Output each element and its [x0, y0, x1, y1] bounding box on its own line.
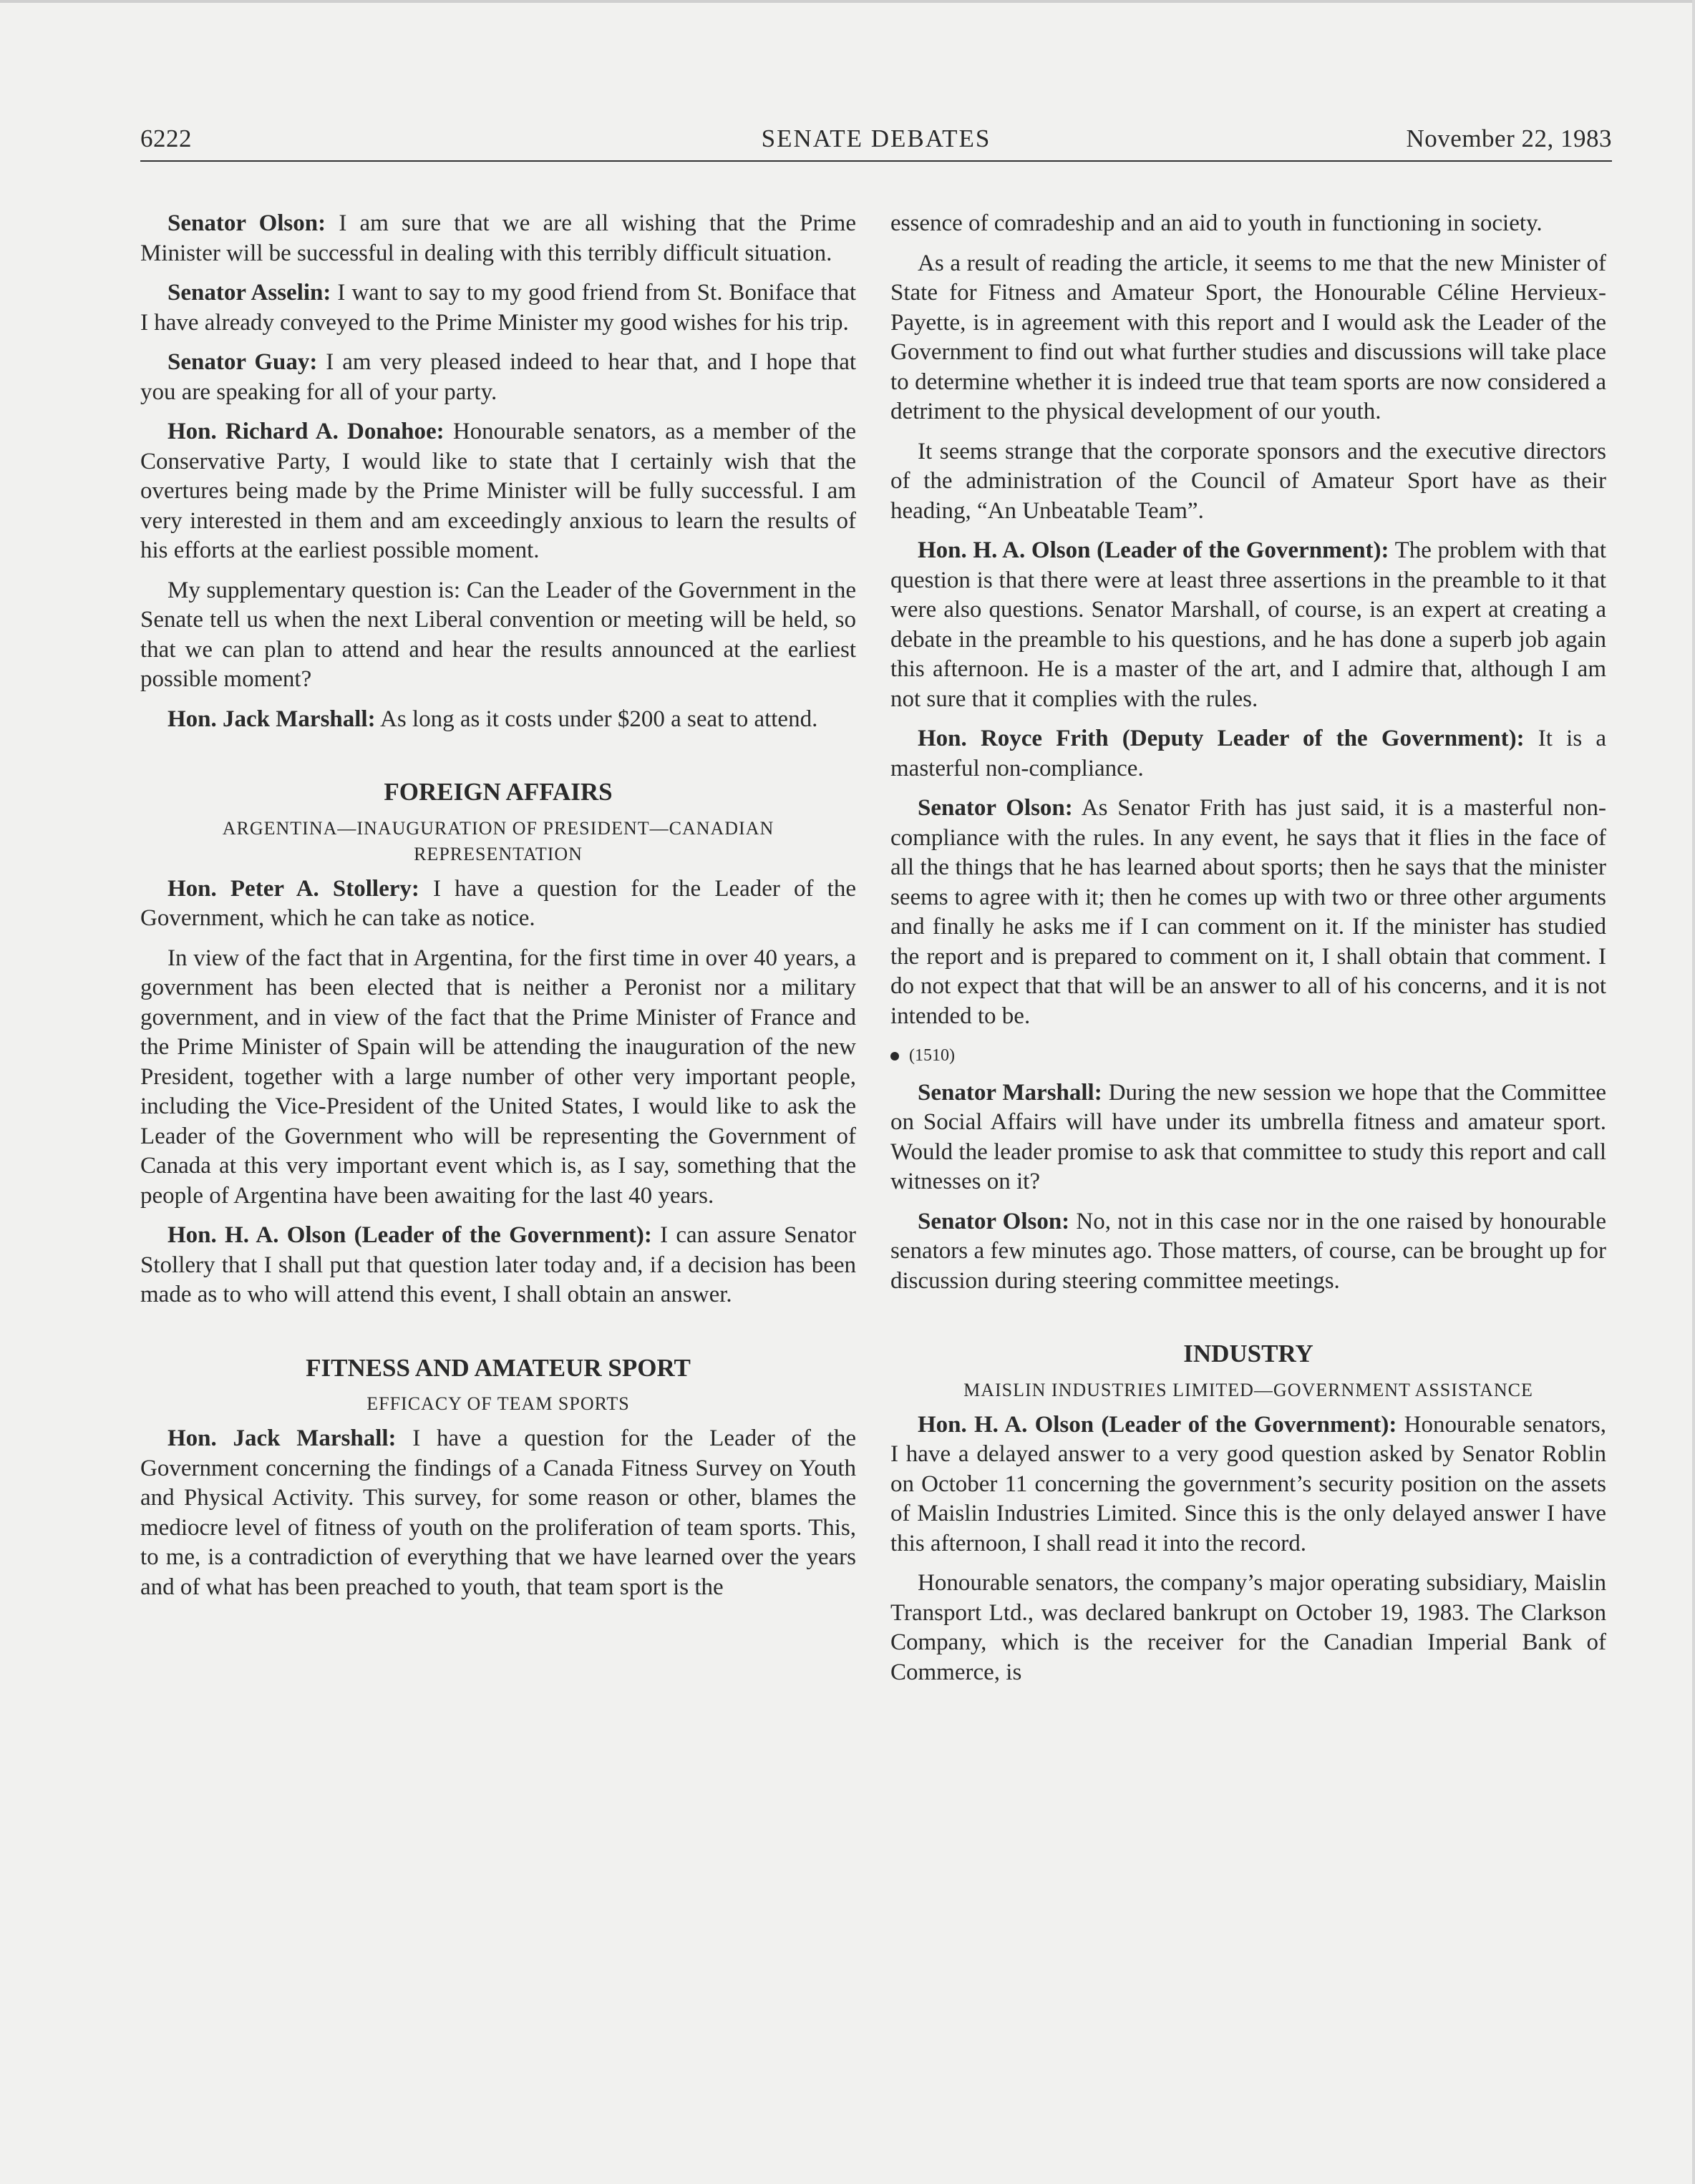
speaker-name: Hon. Jack Marshall:: [167, 706, 376, 732]
speaker-name: Senator Guay:: [167, 349, 318, 375]
publication-title: SENATE DEBATES: [761, 125, 991, 152]
section-subheading: EFFICACY OF TEAM SPORTS: [366, 1393, 630, 1414]
page-top-edge: [0, 0, 1695, 3]
speech-text: As long as it costs under $200 a seat to attend.: [375, 706, 818, 732]
speaker-name: Senator Marshall:: [918, 1079, 1102, 1106]
speech-text: As Senator Frith has just said, it is a masterful non-compliance with the rules. In any event, he says that it flies in the face of all the things that he has learned about sports; then he says that the minister seems to agree with it; then he comes up with two or three other arguments and finally he asks me if I can comment on it. If the minister has studied the report and is prepared to comment on it, I shall obtain that comment. I do not expect that that will be an answer to all of his concerns, and it is not intended to be.: [890, 795, 1606, 1029]
speech-text: I have a question for the Leader of the Government, which he can take as notice.: [140, 875, 856, 931]
paragraph: [140, 417, 856, 566]
speech-text: No, not in this case nor in the one raised by honourable senators a few minutes ago. Those matters, of course, can be brought up for discussion during steering committee meetings.: [890, 1208, 1606, 1294]
speech-text: It is a masterful non-compliance.: [890, 726, 1606, 781]
paragraph: [140, 705, 856, 735]
paragraph: It seems strange that the corporate sponsors and the executive directors of the administration of the Council of Amateur Sport have as their heading, “An Unbeatable Team”.: [890, 438, 1606, 524]
speaker-name: Senator Asselin:: [167, 280, 331, 306]
time-marker-text: (1510): [909, 1046, 955, 1065]
speaker-name: Hon. H. A. Olson (Leader of the Government):: [918, 537, 1389, 563]
page-right-edge: [1692, 0, 1695, 2184]
left-column: [140, 209, 856, 1612]
page-number: 6222: [140, 125, 192, 152]
section-subheading: ARGENTINA—INAUGURATION OF PRESIDENT—CANADIAN REPRESENTATION: [222, 817, 774, 864]
right-column: [890, 209, 1606, 1697]
paragraph: [140, 874, 856, 934]
speech-text: The problem with that question is that there were at least three assertions in the preamble to it that were also questions. Senator Marshall, of course, is an expert at creating a debate in the preamble to his questions, and he has done a superb job again this afternoon. He is a master of the art, and I admire that, although I am not sure that it complies with the rules.: [890, 537, 1606, 712]
bullet-icon: [890, 1052, 899, 1061]
paragraph: [890, 724, 1606, 784]
speaker-name: Hon. Jack Marshall:: [167, 1425, 397, 1451]
paragraph: [890, 536, 1606, 714]
header-rule: [140, 160, 1612, 162]
section-heading: FOREIGN AFFAIRS: [384, 778, 613, 806]
paragraph: [140, 1424, 856, 1602]
speaker-name: Hon. Royce Frith (Deputy Leader of the Government):: [918, 726, 1525, 751]
speaker-name: Senator Olson:: [167, 210, 326, 236]
time-marker: [890, 1041, 1606, 1071]
speaker-name: Hon. Peter A. Stollery:: [167, 875, 419, 902]
paragraph: essence of comradeship and an aid to youth in functioning in society.: [890, 210, 1543, 236]
paragraph: [140, 348, 856, 407]
speaker-name: Senator Olson:: [918, 795, 1073, 821]
page-header: [140, 125, 1612, 160]
paragraph: In view of the fact that in Argentina, for the first time in over 40 years, a government has been elected that is neither a Peronist nor a military government, and in view of the fact that the Prime Minister of France and the Prime Minister of Spain will be attending the inauguration of the new President, together with a large number of other very important people, including the Vice-President of the United States, I would like to ask the Leader of the Government who will be representing the Government of Canada at this very important event which is, as I say, something that the people of Argentina have been awaiting for the last 40 years.: [140, 945, 856, 1209]
speech-text: I am very pleased indeed to hear that, and I hope that you are speaking for all of your party.: [140, 349, 857, 405]
speech-text: Honourable senators, I have a delayed answer to a very good question asked by Senator Roblin on October 11 concerning the government’s security position on the assets of Maislin Industries Limited. Since this is the only delayed answer I have this afternoon, I shall read it into the record.: [890, 1411, 1606, 1556]
paragraph: [140, 1221, 856, 1310]
speech-text: I have a question for the Leader of the Government concerning the findings of a Canada Fitness Survey on Youth and Physical Activity. This survey, for some reason or other, blames the mediocre level of fitness of youth on the proliferation of team sports. This, to me, is a contradiction of everything that we have learned over the years and of what has been preached to youth, that team sport is the: [140, 1425, 856, 1600]
speech-text: Honourable senators, as a member of the Conservative Party, I would like to state that I certainly wish that the overtures being made by the Prime Minister will be fully successful. I am very interested in them and am exceedingly anxious to learn the results of his efforts at the earliest possible moment.: [140, 419, 856, 563]
section-heading: INDUSTRY: [1183, 1340, 1313, 1368]
paragraph: As a result of reading the article, it seems to me that the new Minister of State for Fitness and Amateur Sport, the Honourable Céline Hervieux-Payette, is in agreement with this report and I would ask the Leader of the Government to find out what further studies and discussions will take place to determine whether it is indeed true that team sports are now considered a detriment to the physical development of our youth.: [890, 250, 1606, 424]
speech-text: I can assure Senator Stollery that I shall put that question later today and, if a decision has been made as to who will attend this event, I shall obtain an answer.: [140, 1222, 856, 1307]
paragraph: Honourable senators, the company’s major operating subsidiary, Maislin Transport Ltd., was declared bankrupt on October 19, 1983. The Clarkson Company, which is the receiver for the Canadian Imperial Bank of Commerce, is: [890, 1570, 1606, 1685]
paragraph: My supplementary question is: Can the Leader of the Government in the Senate tell us when the next Liberal convention or meeting will be held, so that we can plan to attend and hear the results announced at the earliest possible moment?: [140, 577, 856, 692]
speaker-name: Hon. Richard A. Donahoe:: [167, 419, 445, 444]
section-subheading: MAISLIN INDUSTRIES LIMITED—GOVERNMENT ASSISTANCE: [963, 1379, 1533, 1400]
section-heading: FITNESS AND AMATEUR SPORT: [306, 1353, 691, 1382]
speaker-name: Senator Olson:: [918, 1208, 1070, 1234]
publication-date: November 22, 1983: [1406, 125, 1612, 152]
speech-text: During the new session we hope that the Committee on Social Affairs will have under its umbrella fitness and amateur sport. Would the leader promise to ask that committee to study this report and call witnesses on it?: [890, 1079, 1606, 1194]
paragraph: [890, 1078, 1606, 1197]
speech-text: I am sure that we are all wishing that the Prime Minister will be successful in dealing with this terribly difficult situation.: [140, 210, 856, 266]
speaker-name: Hon. H. A. Olson (Leader of the Government):: [167, 1222, 652, 1248]
paragraph: [890, 1207, 1606, 1297]
paragraph: [140, 278, 856, 338]
speech-text: I want to say to my good friend from St. Boniface that I have already conveyed to the Prime Minister my good wishes for his trip.: [140, 280, 856, 336]
paragraph: [890, 1410, 1606, 1559]
speaker-name: Hon. H. A. Olson (Leader of the Government):: [918, 1411, 1397, 1438]
paragraph: [890, 794, 1606, 1031]
paragraph: [140, 209, 856, 268]
